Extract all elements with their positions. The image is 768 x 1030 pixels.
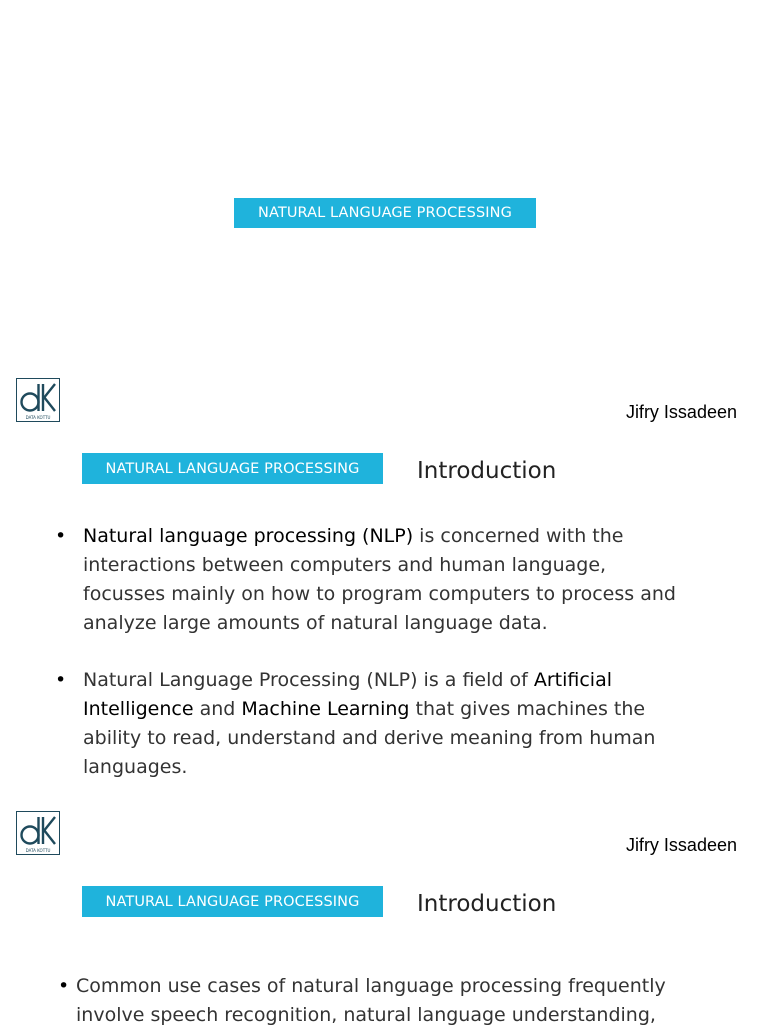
bullet-text: and [193, 698, 242, 720]
logo-caption: DATA KOTTU [25, 848, 51, 853]
data-kottu-logo [16, 811, 60, 855]
emphasis-text: Artificial Intelligence [83, 669, 612, 720]
bullet-dot: • [55, 669, 67, 691]
author-name: Jifry Issadeen [625, 402, 737, 422]
bullet-dot: • [55, 525, 67, 547]
bullet-list [58, 972, 698, 1030]
title-banner: NATURAL LANGUAGE PROCESSING [234, 198, 536, 228]
logo-caption: DATA KOTTU [25, 415, 51, 420]
bullet-text: Common use cases of natural language processing frequently involve speech recognition, natural language understanding, [76, 975, 666, 1026]
bullet-item [53, 666, 693, 782]
bullet-text: Natural Language Processing (NLP) is a field of [83, 669, 534, 691]
bullet-text: that gives machines the ability to read, understand and derive meaning from human languages. [83, 698, 656, 778]
bullet-dot: • [58, 975, 70, 997]
section-title: Introduction [417, 458, 557, 484]
author-name: Jifry Issadeen [625, 835, 737, 855]
section-banner: NATURAL LANGUAGE PROCESSING [82, 453, 383, 484]
logo-mark-icon [17, 812, 59, 854]
section-title: Introduction [417, 891, 557, 917]
bullet-text: is concerned with the interactions between computers and human language, focusses mainly on how to program computers to process and analyze large amounts of natural language data. [83, 525, 676, 634]
section-banner: NATURAL LANGUAGE PROCESSING [82, 886, 383, 917]
bullet-item [58, 972, 698, 1030]
emphasis-text: Machine Learning [241, 698, 410, 720]
bullet-list [53, 522, 693, 782]
data-kottu-logo [16, 378, 60, 422]
logo-mark-icon [17, 379, 59, 421]
emphasis-text: Natural language processing (NLP) [83, 525, 414, 547]
bullet-item [53, 522, 693, 638]
